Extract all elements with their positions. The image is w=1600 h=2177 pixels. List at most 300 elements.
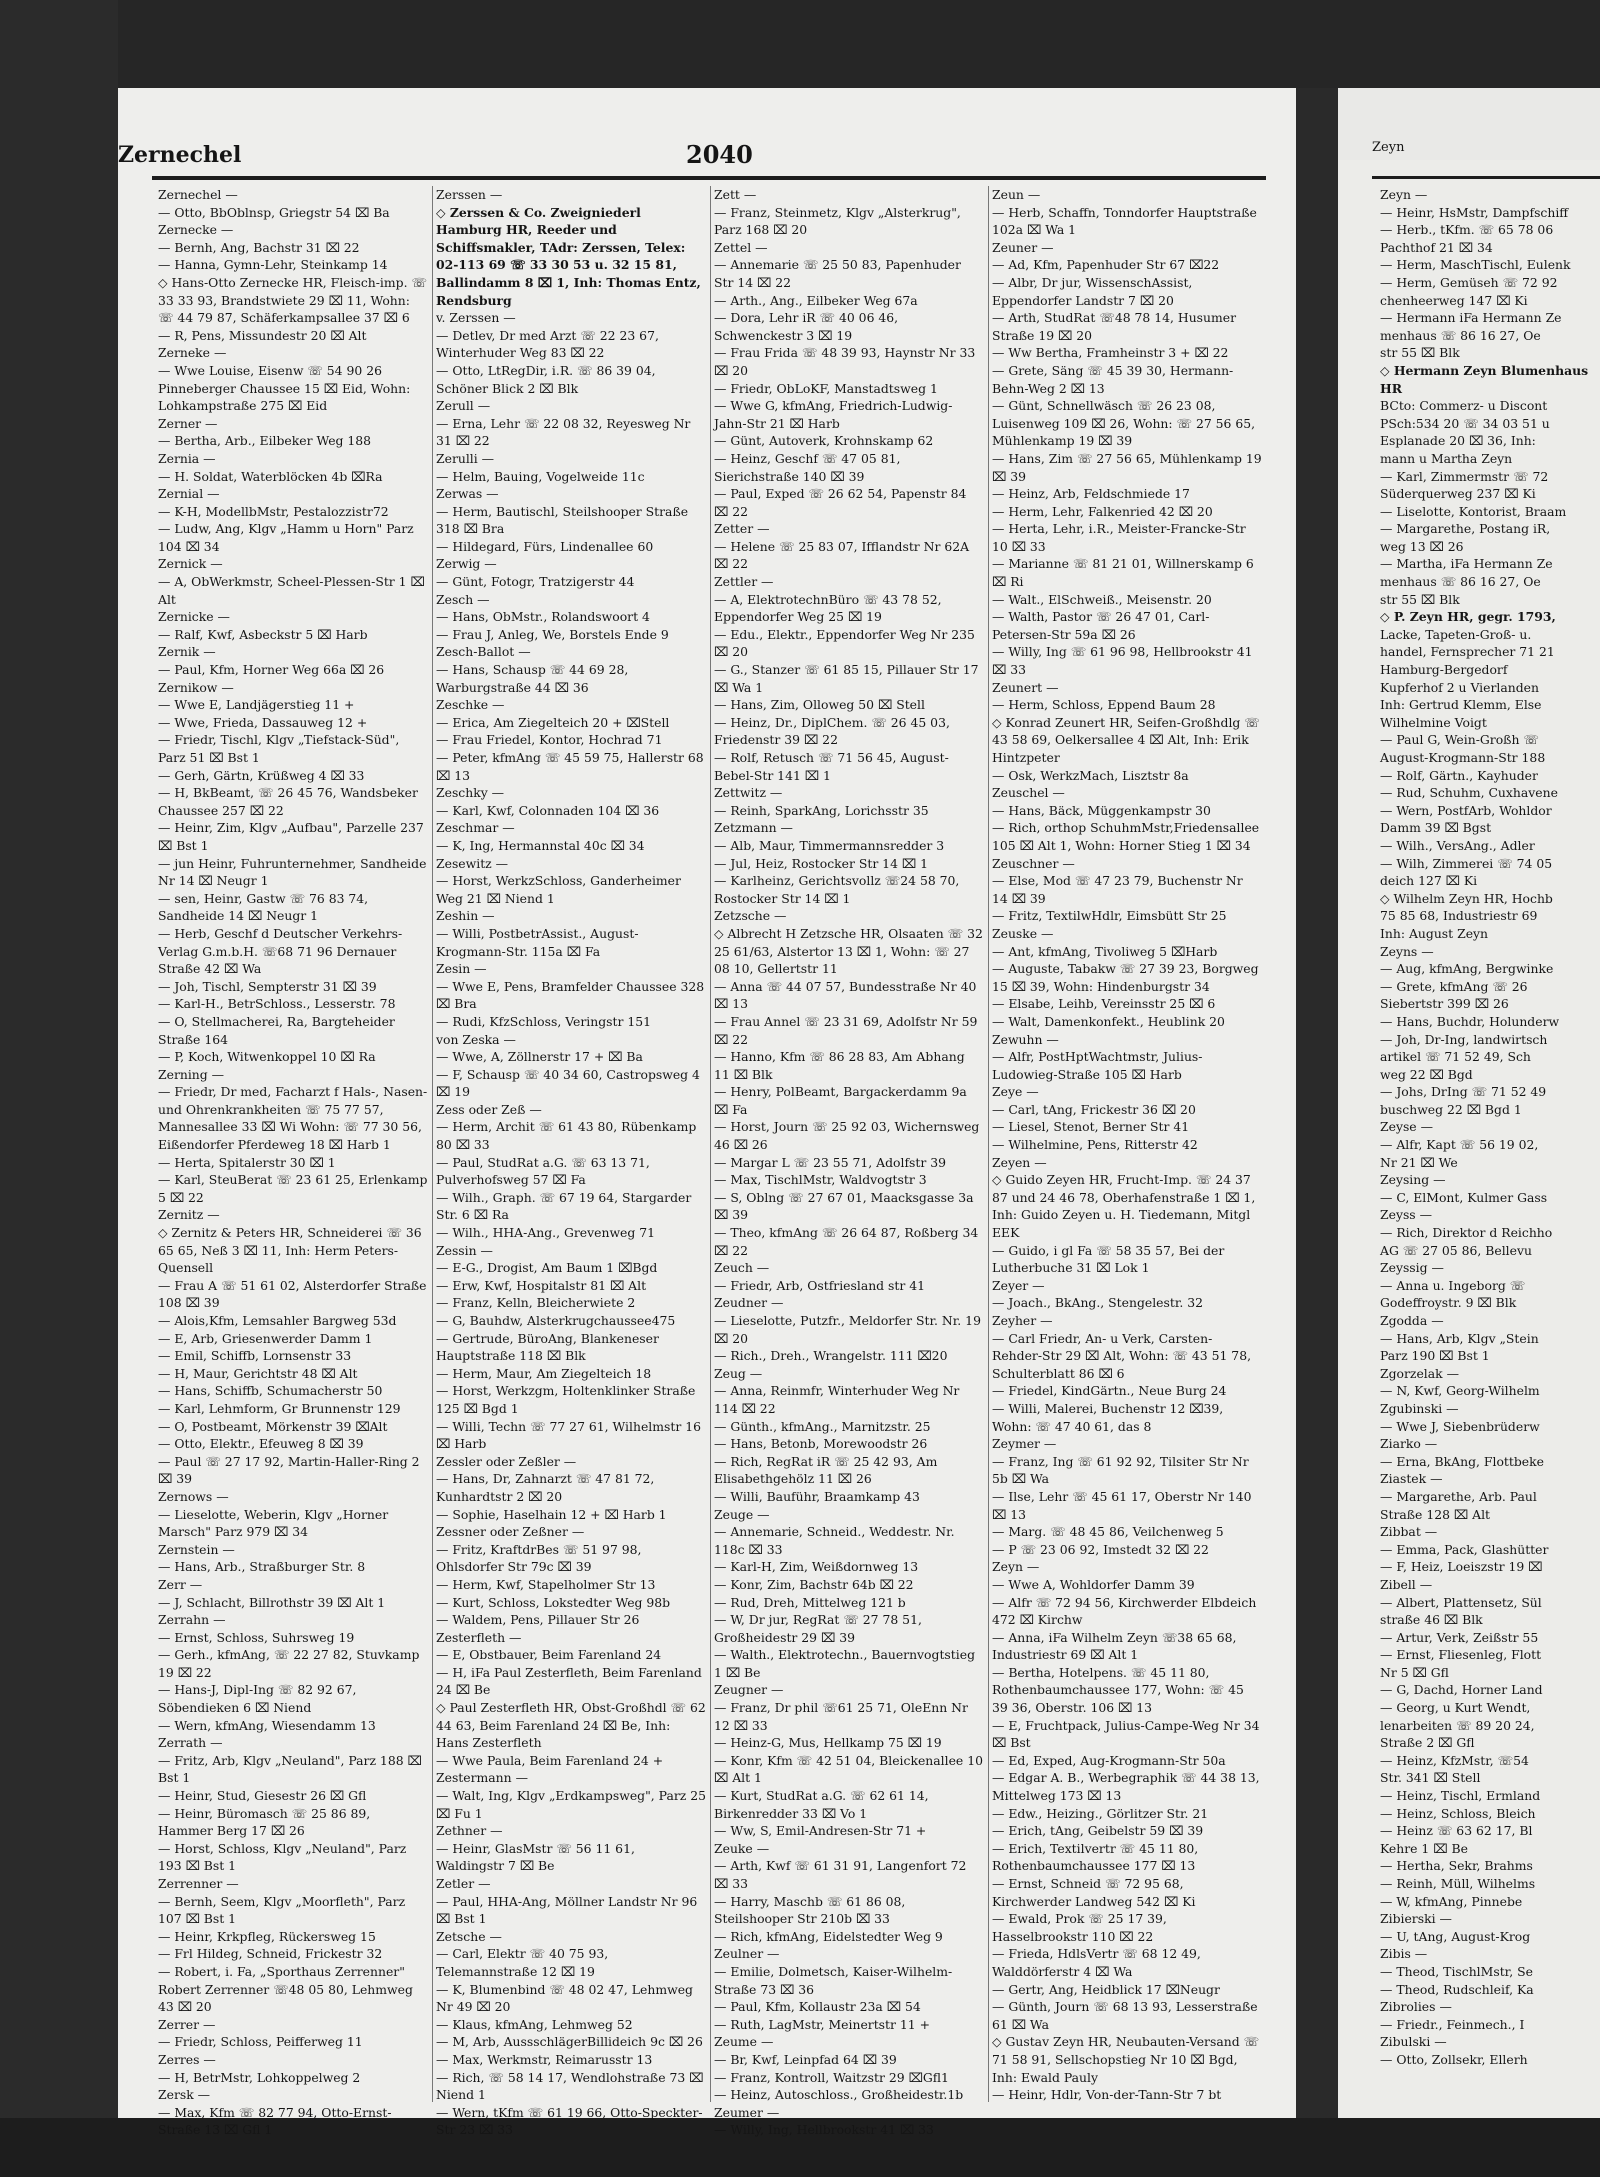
surname-heading: Zettel — <box>714 239 768 255</box>
directory-entry: — Erw, Kwf, Hospitalstr 81 ⌧ Alt <box>436 1277 647 1293</box>
directory-entry: — A, ElektrotechnBüro ☏ 43 78 52, Eppendorfer Weg 25 ⌧ 19 <box>714 591 946 625</box>
surname-heading: Zeuke — <box>714 1840 770 1856</box>
directory-entry: — Erica, Am Ziegelteich 20 + ⌧Stell <box>436 714 670 730</box>
directory-entry: — Bernh, Seem, Klgv „Moorfleth", Parz 107 ⌧ Bst 1 <box>158 1893 410 1927</box>
directory-entry: — Heinr, Hdlr, Von-der-Tann-Str 7 bt <box>992 2087 1222 2103</box>
directory-entry: — Wwe E, Pens, Bramfelder Chaussee 328 ⌧ Bra <box>436 978 709 1012</box>
directory-entry: — Karl-H., BetrSchloss., Lesserstr. 78 <box>158 996 396 1012</box>
directory-entry: — Hertha, Sekr, Brahms <box>1380 1858 1533 1874</box>
surname-heading: Zeyse — <box>1380 1119 1433 1135</box>
surname-heading: Zernikow — <box>158 679 234 695</box>
directory-entry: — Otto, LtRegDir, i.R. ☏ 86 39 04, Schöner Blick 2 ⌧ Blk <box>436 362 660 396</box>
surname-heading: Zeuske — <box>992 925 1054 941</box>
directory-entry: — Hans, Schausp ☏ 44 69 28, Warburgstraße 44 ⌧ 36 <box>436 662 633 695</box>
surname-heading: Zeyns — <box>1380 943 1434 959</box>
surname-heading: Zeuner — <box>992 239 1054 255</box>
surname-heading: Zeshin — <box>436 908 495 924</box>
directory-entry: — Hanno, Kfm ☏ 86 28 83, Am Abhang 11 ⌧ Blk <box>714 1049 969 1082</box>
surname-heading: Zernicke — <box>158 609 230 625</box>
directory-entry: Süderquerweg 237 ⌧ Ki <box>1380 486 1536 502</box>
directory-entry: — G., Stanzer ☏ 61 85 15, Pillauer Str 17 ⌧ Wa 1 <box>714 662 983 695</box>
directory-entry: Hamburg-Bergedorf <box>1380 662 1508 678</box>
directory-entry: — Heinr, GlasMstr ☏ 56 11 61, Waldingstr 7 ⌧ Be <box>436 1840 639 1874</box>
directory-entry: ◇ Zerssen & Co. Zweigniederl Hamburg HR, Reeder und Schiffsmakler, TAdr: Zerssen, Telex: 02-113 69 ☏ 33 30 53 u. 32 15 81, Ballindamm 8 ⌧ 1, Inh: Thomas Entz, Rendsburg <box>436 204 706 308</box>
surname-heading: Zeuge — <box>714 1506 770 1522</box>
directory-entry: — Ernst, Schneid ☏ 72 95 68, Kirchwerder Landweg 542 ⌧ Ki <box>992 1876 1196 1909</box>
surname-heading: Zetzmann — <box>714 820 793 836</box>
directory-entry: — Artur, Verk, Zeißstr 55 <box>1380 1629 1539 1645</box>
surname-heading: Zesewitz — <box>436 855 509 871</box>
directory-entry: — Konr, Kfm ☏ 42 51 04, Bleickenallee 10 ⌧ Alt 1 <box>714 1752 987 1786</box>
surname-heading: Zibell — <box>1380 1576 1433 1592</box>
directory-entry: Kehre 1 ⌧ Be <box>1380 1840 1468 1856</box>
directory-entry: — Karl-H, Zim, Weißdornweg 13 <box>714 1559 919 1575</box>
directory-entry: handel, Fernsprecher 71 21 <box>1380 644 1555 660</box>
directory-entry: — Hans, Arb., Straßburger Str. 8 <box>158 1559 366 1575</box>
directory-entry: — Paul ☏ 27 17 92, Martin-Haller-Ring 2 ⌧ 39 <box>158 1453 424 1487</box>
surname-heading: Zernstein — <box>158 1541 235 1557</box>
scan-border-left <box>0 0 118 2177</box>
directory-entry: — P, Koch, Witwenkoppel 10 ⌧ Ra <box>158 1049 376 1065</box>
surname-heading: v. Zerssen — <box>436 310 516 326</box>
directory-entry: — Willy, Ing, Hellbrookstr 41 ⌧ 33 <box>714 2122 934 2138</box>
directory-entry: ◇ Wilhelm Zeyn HR, Hochb <box>1380 890 1553 906</box>
directory-entry: — Heinz, Schloss, Bleich <box>1380 1805 1536 1821</box>
directory-entry: — Herta, Spitalerstr 30 ⌧ 1 <box>158 1154 336 1170</box>
directory-entry: — Kurt, StudRat a.G. ☏ 62 61 14, Birkenredder 33 ⌧ Vo 1 <box>714 1788 933 1821</box>
directory-entry: — Günt, Fotogr, Tratzigerstr 44 <box>436 574 635 590</box>
directory-entry: — Paul, Exped ☏ 26 62 54, Papenstr 84 ⌧ 22 <box>714 486 971 519</box>
surname-heading: Zesin — <box>436 961 487 977</box>
directory-entry: — Reinh, Müll, Wilhelms <box>1380 1876 1536 1891</box>
surname-heading: Zerulli — <box>436 450 495 466</box>
surname-heading: Zerning — <box>158 1066 225 1082</box>
directory-entry: — Wwe E, Landjägerstieg 11 + <box>158 697 355 713</box>
surname-heading: Zernitz — <box>158 1207 220 1223</box>
directory-entry: — Rich, RegRat iR ☏ 25 42 93, Am Elisabethgehölz 11 ⌧ 26 <box>714 1453 942 1487</box>
directory-entry: — Arth, Kwf ☏ 61 31 91, Langenfort 72 ⌧ 33 <box>714 1858 971 1891</box>
directory-entry: — Lieselotte, Weberin, Klgv „Horner Marsch" Parz 979 ⌧ 34 <box>158 1506 393 1540</box>
directory-entry: — Herta, Lehr, i.R., Meister-Francke-Str 10 ⌧ 33 <box>992 521 1250 554</box>
directory-entry: — Heinz, Tischl, Ermland <box>1380 1788 1541 1804</box>
directory-entry: — H, BkBeamt, ☏ 26 45 76, Wandsbeker Chaussee 257 ⌧ 22 <box>158 785 422 818</box>
surname-heading: Zewuhn — <box>992 1031 1059 1047</box>
directory-entry: — Wwe Louise, Eisenw ☏ 54 90 26 Pinneberger Chaussee 15 ⌧ Eid, Wohn: Lohkampstraße 275 ⌧ Eid <box>158 362 415 414</box>
directory-entry: — sen, Heinr, Gastw ☏ 76 83 74, Sandheide 14 ⌧ Neugr 1 <box>158 890 373 924</box>
directory-entry: Inh: Gertrud Klemm, Else <box>1380 697 1542 713</box>
directory-entry: ◇ Albrecht H Zetzsche HR, Olsaaten ☏ 32 25 61/63, Alstertor 13 ⌧ 1, Wohn: ☏ 27 08 10, Gellertstr 11 <box>714 925 987 977</box>
directory-entry: — Erna, Lehr ☏ 22 08 32, Reyesweg Nr 31 ⌧ 22 <box>436 415 695 449</box>
directory-entry: — Heinz ☏ 63 62 17, Bl <box>1380 1823 1533 1839</box>
directory-entry: — Frau Frida ☏ 48 39 93, Haynstr Nr 33 ⌧ 20 <box>714 345 980 378</box>
directory-column-1 <box>158 186 432 2138</box>
directory-entry: — Detlev, Dr med Arzt ☏ 22 23 67, Winterhuder Weg 83 ⌧ 22 <box>436 327 663 361</box>
directory-entry: — jun Heinr, Fuhrunternehmer, Sandheide Nr 14 ⌧ Neugr 1 <box>158 855 431 889</box>
directory-entry: — Günth., kfmAng., Marnitzstr. 25 <box>714 1418 931 1434</box>
directory-entry: — Walth., Elektrotechn., Bauernvogtstieg 1 ⌧ Be <box>714 1647 979 1680</box>
directory-entry: — W, Dr jur, RegRat ☏ 27 78 51, Großheidestr 29 ⌧ 39 <box>714 1612 926 1645</box>
directory-entry: ◇ Gustav Zeyn HR, Neubauten-Versand ☏ 71 58 91, Sellschopstieg Nr 10 ⌧ Bgd, Inh: Ewald Pauly <box>992 2034 1264 2085</box>
directory-entry: — Horst, Werkzgm, Holtenklinker Straße 125 ⌧ Bgd 1 <box>436 1383 700 1416</box>
directory-entry: — Anna, Reinmfr, Winterhuder Weg Nr 114 ⌧ 22 <box>714 1383 964 1416</box>
directory-entry: — Ernst, Schloss, Suhrsweg 19 <box>158 1629 355 1645</box>
directory-entry: — Heinr, HsMstr, Dampfschiff <box>1380 204 1569 220</box>
surname-heading: Zeulner — <box>714 1946 780 1962</box>
directory-entry: — Gerh, Gärtn, Krüßweg 4 ⌧ 33 <box>158 767 365 783</box>
directory-entry: — Friedr, Schloss, Peifferweg 11 <box>158 2034 363 2050</box>
directory-entry: — Emilie, Dolmetsch, Kaiser-Wilhelm-Straße 73 ⌧ 36 <box>714 1963 953 1997</box>
directory-entry: — Heinz, Geschf ☏ 47 05 81, Sierichstraße 140 ⌧ 39 <box>714 450 905 484</box>
surname-heading: Zerr — <box>158 1576 203 1592</box>
surname-heading: Zernial — <box>158 486 220 502</box>
directory-entry: — Anna ☏ 44 07 57, Bundesstraße Nr 40 ⌧ 13 <box>714 978 981 1012</box>
directory-entry: buschweg 22 ⌧ Bgd 1 <box>1380 1101 1522 1117</box>
directory-entry: — Liselotte, Kontorist, Braam <box>1380 503 1567 519</box>
directory-entry: — Rud, Schuhm, Cuxhavene <box>1380 785 1558 801</box>
directory-entry: — Carl Friedr, An- u Verk, Carsten-Rehder-Str 29 ⌧ Alt, Wohn: ☏ 43 51 78, Schulterblatt 86 ⌧ 6 <box>992 1330 1255 1381</box>
directory-entry: — Margar L ☏ 23 55 71, Adolfstr 39 <box>714 1154 947 1170</box>
directory-entry: — Karl, Zimmermstr ☏ 72 <box>1380 468 1549 484</box>
directory-entry: — K, Ing, Hermannstal 40c ⌧ 34 <box>436 837 645 853</box>
surname-heading: Zessner oder Zeßner — <box>436 1524 585 1540</box>
surname-heading: Zethner — <box>436 1823 503 1839</box>
directory-entry: — Herm, Archit ☏ 61 43 80, Rübenkamp 80 ⌧ 33 <box>436 1119 701 1153</box>
directory-entry: — Erich, tAng, Geibelstr 59 ⌧ 39 <box>992 1823 1204 1839</box>
directory-entry: — Hans, Zim, Olloweg 50 ⌧ Stell <box>714 697 925 713</box>
directory-entry: — Günt, Schnellwäsch ☏ 26 23 08, Luisenweg 109 ⌧ 26, Wohn: ☏ 27 56 65, Mühlenkamp 19 ⌧ 39 <box>992 398 1260 449</box>
directory-entry: Str. 341 ⌧ Stell <box>1380 1770 1481 1786</box>
directory-entry: — Klaus, kfmAng, Lehmweg 52 <box>436 2016 633 2032</box>
surname-heading: Zeuch — <box>714 1260 770 1276</box>
directory-entry: — Robert, i. Fa, „Sporthaus Zerrenner" Robert Zerrenner ☏48 05 80, Lehmweg 43 ⌧ 20 <box>158 1963 417 2015</box>
directory-entry: — Guido, i gl Fa ☏ 58 35 57, Bei der Lutherbuche 31 ⌧ Lok 1 <box>992 1242 1229 1276</box>
directory-entry: menhaus ☏ 86 16 27, Oe <box>1380 574 1541 590</box>
directory-column-2 <box>436 186 710 2138</box>
surname-heading: Zernows — <box>158 1488 229 1504</box>
directory-entry: — Joh, Tischl, Sempterstr 31 ⌧ 39 <box>158 978 377 994</box>
directory-entry: — Rud, Dreh, Mittelweg 121 b <box>714 1594 906 1610</box>
directory-entry: chenheerweg 147 ⌧ Ki <box>1380 292 1528 308</box>
directory-entry: — R, Pens, Missundestr 20 ⌧ Alt <box>158 327 367 343</box>
directory-entry: — Walt, Damenkonfekt., Heublink 20 <box>992 1013 1225 1029</box>
directory-entry: — Liesel, Stenot, Berner Str 41 <box>992 1119 1190 1135</box>
directory-entry: — Frau Friedel, Kontor, Hochrad 71 <box>436 732 663 748</box>
directory-entry: — Hans, Bäck, Müggenkampstr 30 <box>992 802 1211 818</box>
surname-heading: Zibierski — <box>1380 1911 1452 1927</box>
directory-entry: — Emma, Pack, Glashütter <box>1380 1541 1549 1557</box>
directory-entry: — Hanna, Gymn-Lehr, Steinkamp 14 <box>158 257 388 273</box>
next-page-running-head: Zeyn <box>1372 140 1405 155</box>
directory-entry: — Herm, Bautischl, Steilshooper Straße 318 ⌧ Bra <box>436 503 693 537</box>
directory-entry: — Wwe Paula, Beim Farenland 24 + <box>436 1752 664 1768</box>
surname-heading: Zeyer — <box>992 1277 1045 1293</box>
directory-entry: — Elsabe, Leihb, Vereinsstr 25 ⌧ 6 <box>992 996 1216 1012</box>
directory-entry: PSch:534 20 ☏ 34 03 51 u <box>1380 415 1550 431</box>
directory-entry: — Erna, BkAng, Flottbeke <box>1380 1453 1544 1469</box>
directory-entry: — Otto, Elektr., Efeuweg 8 ⌧ 39 <box>158 1436 364 1452</box>
surname-heading: Zeye — <box>992 1084 1039 1100</box>
directory-entry: — Joh, Dr-Ing, landwirtsch <box>1380 1031 1548 1047</box>
directory-entry: — Waldem, Pens, Pillauer Str 26 <box>436 1612 640 1628</box>
directory-entry: — Günth, Journ ☏ 68 13 93, Lesserstraße 61 ⌧ Wa <box>992 1999 1262 2032</box>
directory-entry: Siebertstr 399 ⌧ 26 <box>1380 996 1509 1012</box>
directory-entry: — Franz, Steinmetz, Klgv „Alsterkrug", Parz 168 ⌧ 20 <box>714 204 965 238</box>
directory-entry: — Ant, kfmAng, Tivoliweg 5 ⌧Harb <box>992 943 1218 959</box>
surname-heading: Zibrolies — <box>1380 1999 1452 2015</box>
directory-entry: — Herb, Geschf d Deutscher Verkehrs-Verlag G.m.b.H. ☏68 71 96 Dernauer Straße 42 ⌧ Wa <box>158 925 403 977</box>
directory-entry: — Hans-J, Dipl-Ing ☏ 82 92 67, Söbendieken 6 ⌧ Niend <box>158 1682 361 1716</box>
directory-entry: — A, ObWerkmstr, Scheel-Plessen-Str 1 ⌧ Alt <box>158 574 429 607</box>
directory-entry: — Wilhelmine, Pens, Ritterstr 42 <box>992 1137 1198 1153</box>
directory-entry: — Frau J, Anleg, We, Borstels Ende 9 <box>436 626 669 642</box>
directory-entry: — Wilh., HHA-Ang., Grevenweg 71 <box>436 1225 656 1241</box>
directory-entry: ◇ Paul Zesterfleth HR, Obst-Großhdl ☏ 62 44 63, Beim Farenland 24 ⌧ Be, Inh: Hans Zesterfleth <box>436 1700 710 1751</box>
directory-entry: — C, ElMont, Kulmer Gass <box>1380 1189 1548 1205</box>
directory-entry: — Walt, Ing, Klgv „Erdkampsweg", Parz 25 ⌧ Fu 1 <box>436 1788 710 1821</box>
directory-entry: ◇ Guido Zeyen HR, Frucht-Imp. ☏ 24 37 87 und 24 46 78, Oberhafenstraße 1 ⌧ 1, Inh: Guido Zeyen u. H. Tiedemann, Mitgl EEK <box>992 1172 1260 1241</box>
directory-entry: Kupferhof 2 u Vierlanden <box>1380 679 1539 695</box>
directory-entry: — H, Maur, Gerichtstr 48 ⌧ Alt <box>158 1365 358 1381</box>
surname-heading: Zeymer — <box>992 1436 1057 1452</box>
surname-heading: Zett — <box>714 187 757 202</box>
directory-entry: — Otto, BbOblnsp, Griegstr 54 ⌧ Ba <box>158 204 390 220</box>
directory-entry: — Heinr, Zim, Klgv „Aufbau", Parzelle 237 ⌧ Bst 1 <box>158 820 428 853</box>
directory-entry: — Heinz, Dr., DiplChem. ☏ 26 45 03, Friedenstr 39 ⌧ 22 <box>714 714 954 748</box>
directory-entry: — Ralf, Kwf, Asbeckstr 5 ⌧ Harb <box>158 626 368 642</box>
directory-entry: — Friedr, Tischl, Klgv „Tiefstack-Süd", Parz 51 ⌧ Bst 1 <box>158 732 404 765</box>
surname-heading: Zeug — <box>714 1365 763 1381</box>
directory-entry: weg 22 ⌧ Bgd <box>1380 1066 1473 1082</box>
surname-heading: Zessin — <box>436 1242 493 1258</box>
directory-entry: — Emil, Schiffb, Lornsenstr 33 <box>158 1348 352 1364</box>
directory-entry: — Gerh., kfmAng, ☏ 22 27 82, Stuvkamp 19 ⌧ 22 <box>158 1647 424 1680</box>
surname-heading: Zessler oder Zeßler — <box>436 1453 577 1469</box>
surname-heading: Zgubinski — <box>1380 1400 1459 1416</box>
directory-entry: — Grete, kfmAng ☏ 26 <box>1380 978 1528 994</box>
directory-entry: — Jul, Heiz, Rostocker Str 14 ⌧ 1 <box>714 855 928 871</box>
directory-entry: — Hans, Dr, Zahnarzt ☏ 47 81 72, Kunhardtstr 2 ⌧ 20 <box>436 1471 659 1504</box>
directory-entry: — Arth, StudRat ☏48 78 14, Husumer Straße 19 ⌧ 20 <box>992 310 1240 343</box>
surname-heading: Zgodda — <box>1380 1313 1444 1328</box>
directory-entry: — E, Arb, Griesenwerder Damm 1 <box>158 1330 373 1346</box>
directory-entry: deich 127 ⌧ Ki <box>1380 873 1478 889</box>
directory-entry: — Herm, Kwf, Stapelholmer Str 13 <box>436 1576 656 1592</box>
directory-entry: — Rolf, Retusch ☏ 71 56 45, August-Bebel-Str 141 ⌧ 1 <box>714 750 949 783</box>
page-number: 2040 <box>686 140 753 169</box>
surname-heading: Zeugner — <box>714 1682 784 1698</box>
directory-entry: — Alfr, PostHptWachtmstr, Julius-Ludowieg-Straße 105 ⌧ Harb <box>992 1049 1203 1082</box>
directory-entry: ◇ Zernitz & Peters HR, Schneiderei ☏ 36 65 65, Neß 3 ⌧ 11, Inh: Herm Peters-Quensell <box>158 1225 426 1276</box>
surname-heading: Zettwitz — <box>714 785 783 801</box>
directory-entry: — Helene ☏ 25 83 07, Ifflandstr Nr 62A ⌧ 22 <box>714 538 974 572</box>
surname-heading: Zerssen — <box>436 187 503 202</box>
directory-entry: — Osk, WerkzMach, Lisztstr 8a <box>992 767 1189 783</box>
directory-entry: — Else, Mod ☏ 47 23 79, Buchenstr Nr 14 ⌧ 39 <box>992 873 1247 906</box>
directory-entry: — Herm, Schloss, Eppend Baum 28 <box>992 697 1216 713</box>
directory-entry: — Anna, iFa Wilhelm Zeyn ☏38 65 68, Industriestr 69 ⌧ Alt 1 <box>992 1629 1241 1663</box>
directory-entry: — Edw., Heizing., Görlitzer Str. 21 <box>992 1805 1209 1821</box>
directory-entry: — Hans, Arb, Klgv „Stein <box>1380 1330 1539 1346</box>
directory-entry: — Frl Hildeg, Schneid, Frickestr 32 <box>158 1946 383 1962</box>
surname-heading: Zernecke — <box>158 222 234 238</box>
directory-entry: lenarbeiten ☏ 89 20 24, <box>1380 1717 1535 1733</box>
header-rule <box>152 176 1266 180</box>
directory-entry: — O, Postbeamt, Mörkenstr 39 ⌧Alt <box>158 1418 388 1434</box>
directory-entry: — Ww Bertha, Framheinstr 3 + ⌧ 22 <box>992 345 1229 361</box>
directory-entry: Wilhelmine Voigt <box>1380 714 1487 730</box>
surname-heading: Zerwig — <box>436 556 497 572</box>
directory-entry: — Auguste, Tabakw ☏ 27 39 23, Borgweg 15 ⌧ 39, Wohn: Hindenburgstr 34 <box>992 961 1263 994</box>
surname-heading: Zeysing — <box>1380 1172 1446 1188</box>
directory-entry: — Alfr ☏ 72 94 56, Kirchwerder Elbdeich 472 ⌧ Kirchw <box>992 1594 1261 1628</box>
directory-entry: — P ☏ 23 06 92, Imstedt 32 ⌧ 22 <box>992 1541 1209 1557</box>
directory-entry: — Dora, Lehr iR ☏ 40 06 46, Schwenckestr 3 ⌧ 19 <box>714 310 903 343</box>
surname-heading: Zeumer — <box>714 2104 780 2120</box>
directory-entry: — Heinz-G, Mus, Hellkamp 75 ⌧ 19 <box>714 1735 942 1751</box>
directory-entry: — Alois,Kfm, Lemsahler Bargweg 53d <box>158 1313 397 1328</box>
directory-columns <box>158 186 1266 2138</box>
surname-heading: Zeyn — <box>992 1559 1040 1575</box>
directory-entry: — S, Oblng ☏ 27 67 01, Maacksgasse 3a ⌧ 39 <box>714 1189 978 1223</box>
directory-entry: — Willy, Ing ☏ 61 96 98, Hellbrookstr 41 ⌧ 33 <box>992 644 1257 678</box>
directory-entry: Nr 5 ⌧ Gfl <box>1380 1664 1449 1680</box>
directory-entry: — Theod, Rudschleif, Ka <box>1380 1981 1534 1997</box>
directory-entry: — Harry, Maschb ☏ 61 86 08, Steilshooper Str 210b ⌧ 33 <box>714 1893 910 1927</box>
directory-entry: — N, Kwf, Georg-Wilhelm <box>1380 1383 1540 1399</box>
directory-entry: — E, Fruchtpack, Julius-Campe-Weg Nr 34 ⌧ Bst <box>992 1717 1264 1751</box>
surname-heading: Zetler — <box>436 1876 491 1891</box>
directory-entry: — Ww, S, Emil-Andresen-Str 71 + <box>714 1823 927 1839</box>
surname-heading: Zeyn — <box>1380 187 1428 202</box>
directory-entry: — Fritz, Arb, Klgv „Neuland", Parz 188 ⌧ Bst 1 <box>158 1752 426 1786</box>
directory-entry: mann u Martha Zeyn <box>1380 450 1513 466</box>
directory-entry: — Max, Werkmstr, Reimarusstr 13 <box>436 2051 653 2067</box>
directory-entry: — Fritz, KraftdrBes ☏ 51 97 98, Ohlsdorfer Str 79c ⌧ 39 <box>436 1541 646 1575</box>
directory-entry: — Horst, Journ ☏ 25 92 03, Wichernsweg 46 ⌧ 26 <box>714 1119 984 1153</box>
surname-heading: Zesterfleth — <box>436 1629 522 1645</box>
directory-entry: ◇ Hans-Otto Zernecke HR, Fleisch-imp. ☏ 33 33 93, Brandstwiete 29 ⌧ 11, Wohn: ☏ 44 79 87, Schäferkampsallee 37 ⌧ 6 <box>158 274 431 326</box>
directory-entry: — Wwe, A, Zöllnerstr 17 + ⌧ Ba <box>436 1049 643 1065</box>
directory-entry: — Lieselotte, Putzfr., Meldorfer Str. Nr. 19 ⌧ 20 <box>714 1313 985 1346</box>
directory-entry: — Gertr, Ang, Heidblick 17 ⌧Neugr <box>992 1981 1220 1997</box>
directory-entry: Parz 190 ⌧ Bst 1 <box>1380 1348 1490 1364</box>
directory-entry: — Reinh, SparkAng, Lorichsstr 35 <box>714 802 929 818</box>
directory-entry: — Franz, Kontroll, Waitzstr 29 ⌧Gfl1 <box>714 2069 949 2085</box>
surname-heading: Zeyssig — <box>1380 1260 1444 1276</box>
surname-heading: Zeschmar — <box>436 820 515 836</box>
directory-entry: — Rich, kfmAng, Eidelstedter Weg 9 <box>714 1928 943 1944</box>
surname-heading: Zeyen — <box>992 1154 1047 1170</box>
directory-entry: — O, Stellmacherei, Ra, Bargteheider Straße 164 <box>158 1013 399 1047</box>
directory-entry: str 55 ⌧ Blk <box>1380 591 1460 607</box>
surname-heading: Zeun — <box>992 187 1041 202</box>
directory-entry: AG ☏ 27 05 86, Bellevu <box>1380 1242 1532 1258</box>
surname-heading: Zeschky — <box>436 785 505 801</box>
directory-entry: — Rolf, Gärtn., Kayhuder <box>1380 767 1538 783</box>
surname-heading: Zetter — <box>714 521 770 537</box>
directory-entry: — Margarethe, Postang iR, <box>1380 521 1551 537</box>
directory-entry: — Horst, Schloss, Klgv „Neuland", Parz 193 ⌧ Bst 1 <box>158 1840 411 1874</box>
directory-entry: — Frieda, HdlsVertr ☏ 68 12 49, Walddörferstr 4 ⌧ Wa <box>992 1946 1205 1979</box>
surname-heading: Zernick — <box>158 556 223 572</box>
directory-entry: — Herm, Maur, Am Ziegelteich 18 <box>436 1365 652 1381</box>
directory-entry: — Friedr, Dr med, Facharzt f Hals-, Nasen- und Ohrenkrankheiten ☏ 75 77 57, Mannesallee 33 ⌧ Wi Wohn: ☏ 77 30 56, Eißendorfer Pferdeweg 18 ⌧ Harb 1 <box>158 1084 432 1153</box>
directory-entry: — Hildegard, Fürs, Lindenallee 60 <box>436 538 654 554</box>
page-gutter <box>1296 88 1338 2118</box>
directory-entry: — Ruth, LagMstr, Meinertstr 11 + <box>714 2016 930 2032</box>
directory-entry: — H, iFa Paul Zesterfleth, Beim Farenland 24 ⌧ Be <box>436 1664 706 1698</box>
surname-heading: Zestermann — <box>436 1770 528 1786</box>
directory-entry: — Georg, u Kurt Wendt, <box>1380 1700 1531 1716</box>
surname-heading: Zerull — <box>436 398 491 414</box>
directory-entry: — Frau Annel ☏ 23 31 69, Adolfstr Nr 59 ⌧ 22 <box>714 1013 982 1047</box>
directory-entry: — Margarethe, Arb. Paul <box>1380 1488 1537 1504</box>
surname-heading: Zerrath — <box>158 1735 223 1751</box>
surname-heading: Ziastek — <box>1380 1471 1443 1487</box>
surname-heading: Zeyher — <box>992 1313 1053 1328</box>
directory-entry: — Johs, DrIng ☏ 71 52 49 <box>1380 1084 1547 1100</box>
surname-heading: Zeyss — <box>1380 1207 1432 1223</box>
directory-entry: — Kurt, Schloss, Lokstedter Weg 98b <box>436 1594 671 1610</box>
directory-entry: — Friedr, Arb, Ostfriesland str 41 <box>714 1277 926 1293</box>
directory-entry: — Peter, kfmAng ☏ 45 59 75, Hallerstr 68 ⌧ 13 <box>436 750 708 783</box>
directory-entry: straße 46 ⌧ Blk <box>1380 1612 1483 1628</box>
directory-entry: — Heinz, Autoschloss., Großheidestr.1b <box>714 2087 964 2103</box>
surname-heading: Zeume — <box>714 2034 774 2050</box>
directory-column-4 <box>992 186 1266 2103</box>
directory-entry: — Max, TischlMstr, Waldvogtstr 3 <box>714 1172 927 1188</box>
directory-entry: — F, Schausp ☏ 40 34 60, Castropsweg 4 ⌧ 19 <box>436 1066 704 1100</box>
directory-entry: — Joach., BkAng., Stengelestr. 32 <box>992 1295 1204 1311</box>
directory-entry: — Bernh, Ang, Bachstr 31 ⌧ 22 <box>158 239 360 255</box>
surname-heading: Zerrenner — <box>158 1876 239 1891</box>
directory-entry: — Ed, Exped, Aug-Krogmann-Str 50a <box>992 1752 1226 1768</box>
directory-entry: — Herb, Schaffn, Tonndorfer Hauptstraße 102a ⌧ Wa 1 <box>992 204 1261 238</box>
directory-entry: — Edgar A. B., Werbegraphik ☏ 44 38 13, Mittelweg 173 ⌧ 13 <box>992 1770 1264 1804</box>
surname-heading: Zibulski — <box>1380 2034 1447 2050</box>
directory-entry: — U, tAng, August-Krog <box>1380 1928 1531 1944</box>
directory-entry: — Henry, PolBeamt, Bargackerdamm 9a ⌧ Fa <box>714 1084 971 1117</box>
directory-entry: — Franz, Ing ☏ 61 92 92, Tilsiter Str Nr 5b ⌧ Wa <box>992 1453 1253 1487</box>
surname-heading: Zerres — <box>158 2051 216 2067</box>
directory-entry: — Albr, Dr jur, WissenschAssist, Eppendorfer Landstr 7 ⌧ 20 <box>992 274 1197 308</box>
directory-entry: Damm 39 ⌧ Bgst <box>1380 820 1492 836</box>
directory-entry: menhaus ☏ 86 16 27, Oe <box>1380 327 1541 343</box>
directory-entry: — Wwe G, kfmAng, Friedrich-Ludwig-Jahn-Str 21 ⌧ Harb <box>714 398 953 431</box>
directory-entry: — Heinr, Stud, Giesestr 26 ⌧ Gfl <box>158 1788 367 1804</box>
directory-entry: — Walth, Pastor ☏ 26 47 01, Carl-Petersen-Str 59a ⌧ 26 <box>992 609 1210 642</box>
directory-entry: — Hans, Betonb, Morewoodstr 26 <box>714 1436 928 1452</box>
directory-entry: — Karl, Lehmform, Gr Brunnenstr 129 <box>158 1400 401 1416</box>
directory-entry: Lacke, Tapeten-Groß- u. <box>1380 626 1532 642</box>
directory-entry: — Heinz, KfzMstr, ☏54 <box>1380 1752 1529 1768</box>
next-page-column <box>1380 186 1600 2102</box>
directory-entry: Straße 128 ⌧ Alt <box>1380 1506 1491 1522</box>
directory-entry: — Walt., ElSchweiß., Meisenstr. 20 <box>992 591 1212 607</box>
directory-entry: — Ad, Kfm, Papenhuder Str 67 ⌧22 <box>992 257 1220 273</box>
surname-heading: Zerrer — <box>158 2016 216 2032</box>
directory-entry: — Wilh., VersAng., Adler <box>1380 837 1535 853</box>
directory-entry: — Rich, ☏ 58 14 17, Wendlohstraße 73 ⌧ Niend 1 <box>436 2069 708 2103</box>
directory-entry: — Br, Kwf, Leinpfad 64 ⌧ 39 <box>714 2051 897 2067</box>
directory-entry: — Sophie, Haselhain 12 + ⌧ Harb 1 <box>436 1506 667 1522</box>
directory-entry: — Willi, Bauführ, Braamkamp 43 <box>714 1488 920 1504</box>
directory-entry: str 55 ⌧ Blk <box>1380 345 1460 361</box>
directory-entry: — Rich, orthop SchuhmMstr,Friedensallee 105 ⌧ Alt 1, Wohn: Horner Stieg 1 ⌧ 34 <box>992 820 1264 853</box>
directory-entry: — Alb, Maur, Timmermannsredder 3 <box>714 837 945 853</box>
surname-heading: von Zeska — <box>436 1031 516 1047</box>
directory-entry: — Bertha, Arb., Eilbeker Weg 188 <box>158 433 372 449</box>
